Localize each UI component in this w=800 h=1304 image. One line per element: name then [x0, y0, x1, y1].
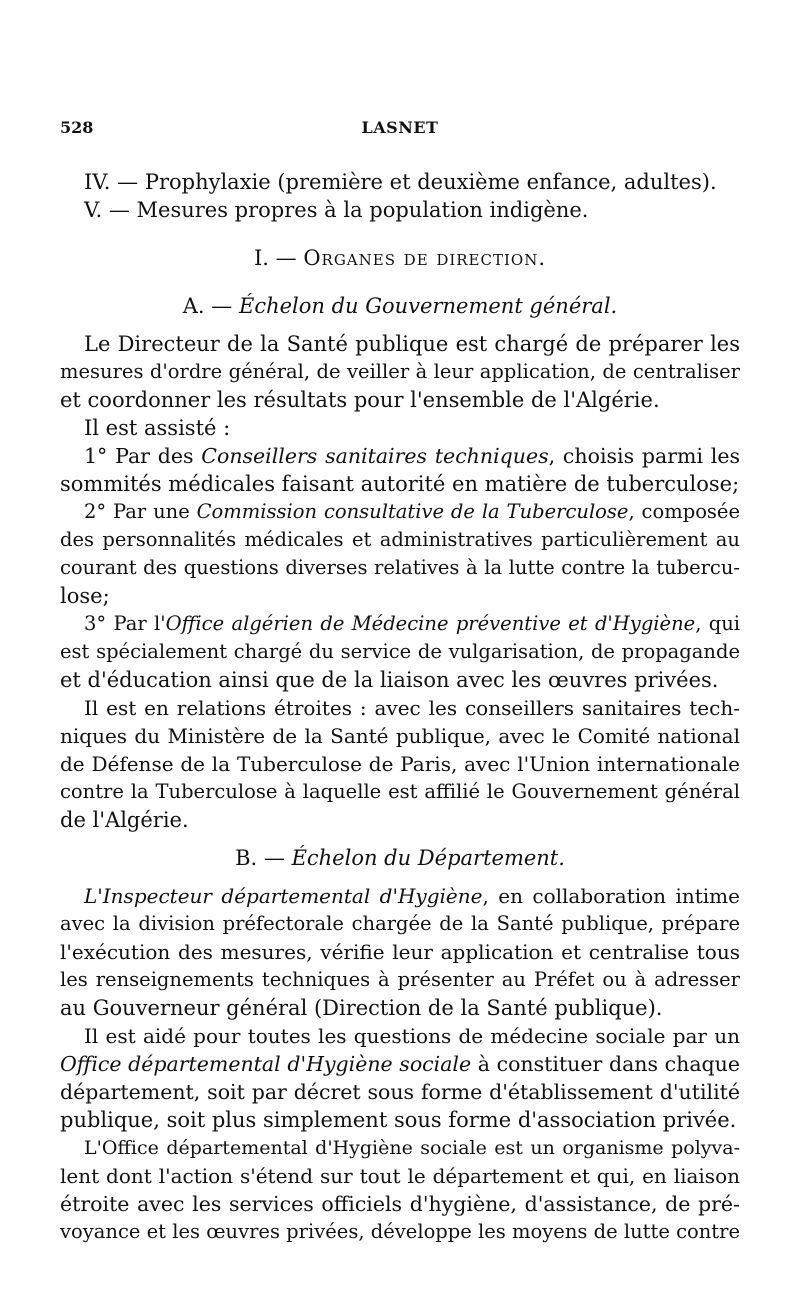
- subsection-a-letter: A. —: [182, 294, 233, 318]
- paragraph-italic: Office départemental d'Hygiène sociale: [60, 1052, 472, 1076]
- paragraph-italic: L'Inspecteur départemental d'Hygiène: [84, 884, 483, 908]
- paragraph-line: et coordonner les résultats pour l'ensemble de l'Algérie.: [60, 388, 660, 412]
- paragraph-line: lent dont l'action s'étend sur tout le département et qui, en liaison: [60, 1164, 740, 1188]
- subsection-a-title: Échelon du Gouvernement général.: [238, 294, 618, 318]
- paragraph-line: courant des questions diverses relatives à la lutte contre la tubercu-: [60, 556, 740, 579]
- paragraph-line: contre la Tuberculose à laquelle est affilié le Gouvernement général: [60, 780, 740, 803]
- paragraph-line: [60, 882, 740, 910]
- list-entry-text: , choisis parmi les: [548, 444, 740, 468]
- page-body: [60, 168, 740, 1246]
- paragraph-line: publique, soit plus simplement sous forme d'association privée.: [60, 1108, 737, 1132]
- subsection-b-letter: B. —: [235, 846, 285, 870]
- paragraph-line: lose;: [60, 584, 110, 608]
- list-entry-text: , composée: [628, 500, 741, 523]
- section-heading: [60, 244, 740, 272]
- subsection-b-heading: [60, 844, 740, 872]
- list-entry-italic: Commission consultative de la Tuberculose: [196, 500, 629, 523]
- subsection-a-heading: [60, 292, 740, 320]
- subsection-b-title: Échelon du Département.: [291, 846, 565, 870]
- paragraph-text: , en collaboration intime: [482, 884, 740, 908]
- page-number: 528: [60, 118, 94, 137]
- paragraph-line: L'Office départemental d'Hygiène sociale est un organisme polyva-: [84, 1137, 740, 1159]
- paragraph-line: les renseignements techniques à présenter au Préfet ou à adresser: [60, 968, 740, 991]
- paragraph-line: au Gouverneur général (Direction de la Santé publique).: [60, 996, 663, 1020]
- paragraph-line: de Défense de la Tuberculose de Paris, avec l'Union internationale: [60, 752, 740, 776]
- paragraph-text: à constituer dans chaque: [471, 1052, 741, 1076]
- list-entry-text: 3° Par l': [84, 612, 166, 635]
- paragraph-line: avec la division préfectorale chargée de la Santé publique, prépare: [60, 912, 740, 935]
- list-entry-text: 1° Par des: [84, 444, 194, 468]
- list-entry-1: [60, 442, 740, 470]
- paragraph-line: [60, 1050, 740, 1078]
- list-entry-italic: Office algérien de Médecine préventive et d'Hygiène: [165, 612, 696, 635]
- paragraph-line: sommités médicales faisant autorité en matière de tuberculose;: [60, 472, 740, 496]
- page-header: [60, 118, 740, 144]
- paragraph-line: de l'Algérie.: [60, 808, 189, 832]
- list-item-iv: IV. — Prophylaxie (première et deuxième enfance, adultes).: [84, 170, 717, 194]
- list-entry-italic: Conseillers sanitaires techniques: [201, 444, 549, 468]
- paragraph-line: Il est assisté :: [84, 416, 231, 440]
- paragraph-line: Le Directeur de la Santé publique est chargé de préparer les: [84, 332, 740, 356]
- paragraph-line: mesures d'ordre général, de veiller à leur application, de centraliser: [60, 360, 740, 383]
- list-entry-3: [60, 610, 740, 638]
- section-number: I. —: [253, 246, 297, 270]
- list-entry-2: [60, 498, 740, 526]
- paragraph-line: l'exécution des mesures, vérifie leur application et centralise tous: [60, 940, 740, 964]
- paragraph-line: est spécialement chargé du service de vulgarisation, de propagande: [60, 640, 740, 663]
- list-entry-text: 2° Par une: [84, 500, 190, 523]
- paragraph-line: des personnalités médicales et administratives particulièrement au: [60, 528, 740, 551]
- list-item-v: V. — Mesures propres à la population indigène.: [84, 198, 589, 222]
- paragraph-line: et d'éducation ainsi que de la liaison avec les œuvres privées.: [60, 668, 719, 692]
- running-title: LASNET: [361, 118, 439, 137]
- paragraph-line: département, soit par décret sous forme d'établissement d'utilité: [60, 1080, 740, 1104]
- paragraph-line: Il est en relations étroites : avec les conseillers sanitaires tech-: [84, 696, 740, 720]
- section-name: Organes de direction.: [303, 246, 547, 270]
- paragraph-line: voyance et les œuvres privées, développe les moyens de lutte contre: [60, 1220, 740, 1243]
- list-entry-text: , qui: [695, 612, 740, 635]
- paragraph-line: Il est aidé pour toutes les questions de médecine sociale par un: [84, 1024, 740, 1048]
- paragraph-line: étroite avec les services officiels d'hygiène, d'assistance, de pré-: [60, 1192, 740, 1216]
- paragraph-line: niques du Ministère de la Santé publique, avec le Comité national: [60, 724, 740, 748]
